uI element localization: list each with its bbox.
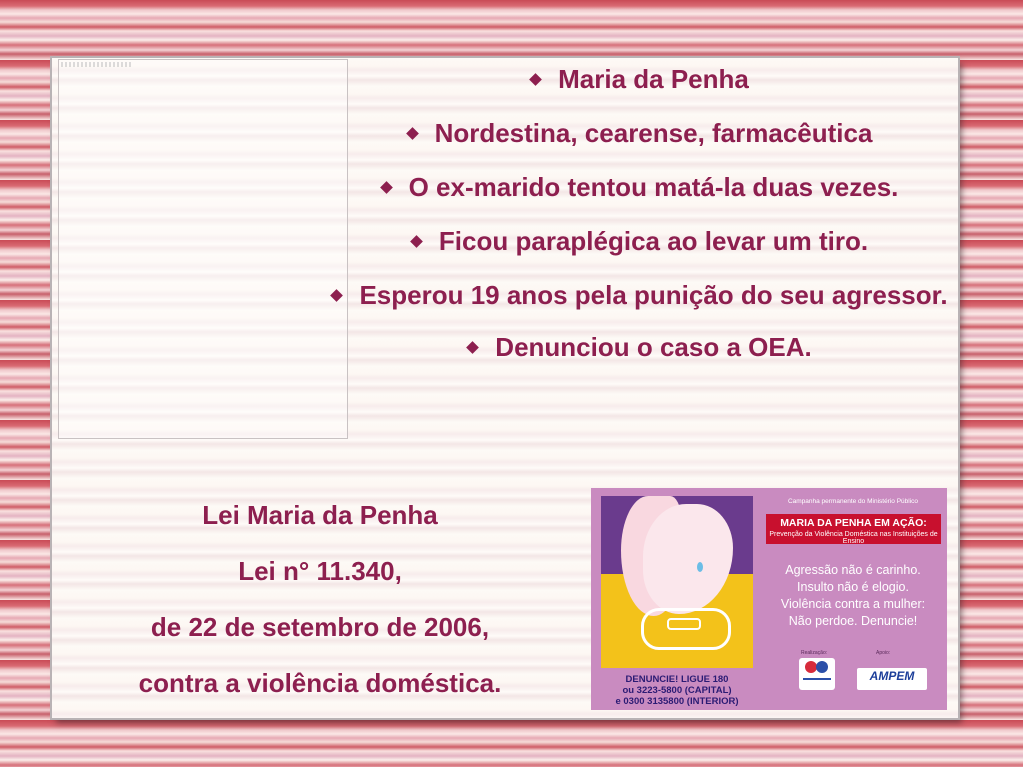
broken-image-icon [61, 62, 131, 67]
campaign-poster [591, 488, 947, 710]
hotline-text [601, 674, 753, 707]
law-title: Lei Maria da Penha [202, 500, 438, 530]
poster-title-box [766, 514, 941, 544]
bullet-item [320, 118, 960, 148]
bullet-item [320, 226, 960, 256]
slogan-line: Insulto não é elogio. [797, 580, 909, 594]
ministerio-publico-logo-icon [799, 658, 835, 690]
law-subject: contra a violência doméstica. [138, 668, 502, 698]
diamond-bullet-icon [406, 127, 419, 140]
bullet-item [320, 332, 960, 362]
bullet-text: Ficou paraplégica ao levar um tiro. [438, 226, 869, 256]
poster-subtitle: Prevenção da Violência Doméstica nas Instituições de Ensino [769, 531, 938, 545]
apoio-label: Apoio: [876, 650, 891, 656]
image-placeholder [58, 59, 348, 439]
diamond-bullet-icon [410, 235, 423, 248]
poster-slogans [763, 562, 943, 630]
law-number: Lei n° 11.340, [238, 556, 402, 586]
slogan-line: Violência contra a mulher: [780, 597, 926, 611]
bullet-text: Esperou 19 anos pela punição do seu agressor. [359, 280, 948, 310]
hotline-line: DENUNCIE! LIGUE 180 [625, 674, 729, 685]
diamond-bullet-icon [380, 181, 393, 194]
diamond-bullet-icon [331, 289, 344, 302]
ampem-logo: AMPEM [857, 668, 927, 690]
tear-icon [697, 562, 703, 572]
law-date: de 22 de setembro de 2006, [150, 612, 490, 642]
slogan-line: Não perdoe. Denuncie! [788, 614, 918, 628]
diamond-bullet-icon [529, 73, 542, 86]
hotline-line: ou 3223-5800 (CAPITAL) [622, 685, 732, 696]
bullet-item [320, 64, 960, 94]
campaign-label: Campanha permanente do Ministério Público [787, 498, 919, 505]
realizacao-label: Realização: [801, 650, 828, 656]
law-block [60, 487, 580, 711]
bullet-item [320, 280, 960, 310]
handcuff-chain-icon [667, 618, 701, 630]
bullet-text: Maria da Penha [558, 64, 749, 94]
poster-illustration [601, 496, 753, 668]
hotline-line: e 0300 3135800 (INTERIOR) [615, 696, 739, 707]
slogan-line: Agressão não é carinho. [785, 563, 921, 577]
bullet-text: O ex-marido tentou matá-la duas vezes. [408, 172, 899, 202]
bullet-list [320, 64, 960, 386]
poster-title: MARIA DA PENHA EM AÇÃO: [780, 517, 927, 529]
bullet-text: Nordestina, cearense, farmacêutica [434, 118, 873, 148]
diamond-bullet-icon [466, 341, 479, 354]
bullet-text: Denunciou o caso a OEA. [495, 332, 812, 362]
bullet-item [320, 172, 960, 202]
